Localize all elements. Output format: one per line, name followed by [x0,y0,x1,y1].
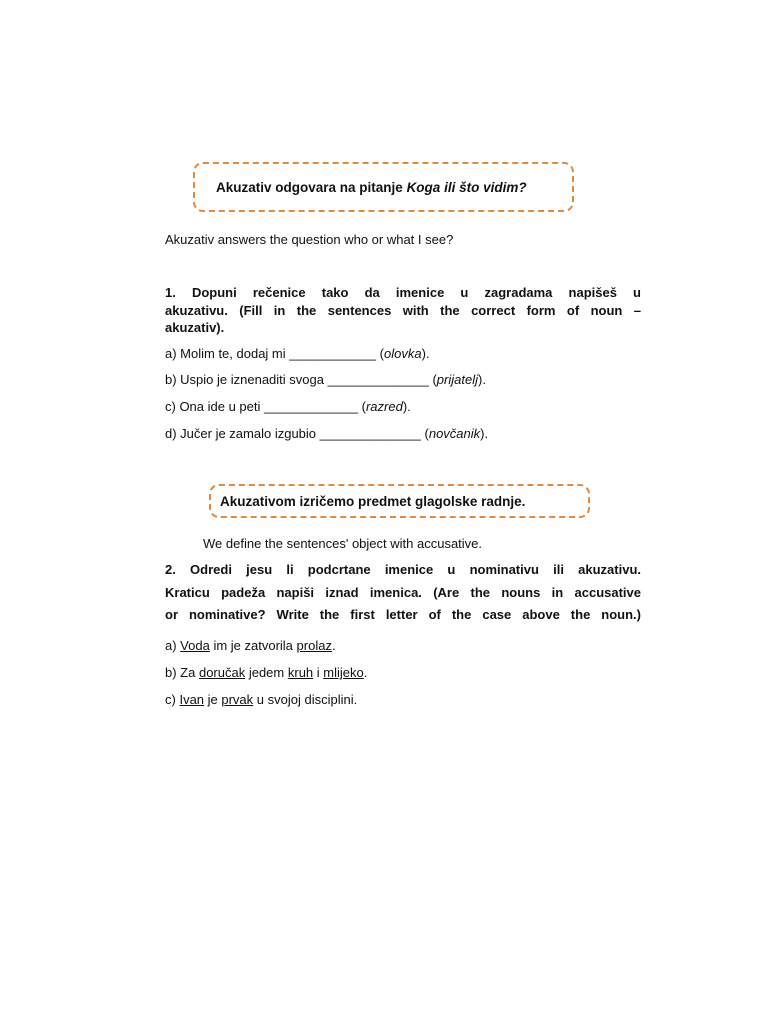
exercise2-instruction-line2: Kraticu padeža napiši iznad imenica. (Are the nouns in accusative [165,585,641,600]
e2c-noun-1: Ivan [179,692,205,707]
item-c-word: razred [365,399,403,414]
item-a-end: ). [421,346,430,361]
exercise1-item-b: b) Uspio je iznenaditi svoga ______________ (prijatelj). [165,372,486,387]
box2-text: Akuzativom izričemo predmet glagolske radnje. [220,493,526,509]
item-c-label: c) Ona ide u peti [165,399,261,414]
e2b-mid-1: jedem [245,665,288,680]
item-b-word: prijatelj [436,372,478,387]
exercise1-instruction-line3: akuzativ). [165,320,225,335]
e2c-end: u svojoj disciplini. [253,692,358,707]
exercise1-item-a: a) Molim te, dodaj mi ____________ (olovka). [165,346,430,361]
e2b-noun-2: kruh [287,665,314,680]
e2a-noun-2: prolaz [296,638,332,653]
e2a-end: . [331,638,336,653]
definition-box-1 [193,162,574,212]
exercise2-item-b [165,665,367,680]
e2c-prefix: c) [165,692,180,707]
e2b-noun-1: doručak [198,665,246,680]
exercise2-instruction-line1: 2. Odredi jesu li podcrtane imenice u nominativu ili akuzativu. [165,562,641,577]
item-a-blank[interactable]: ____________ [289,346,377,361]
definition-box-2 [209,484,590,518]
exercise1-item-d: d) Jučer je zamalo izgubio ______________ (novčanik). [165,426,489,441]
item-c-blank[interactable]: _____________ [264,399,359,414]
item-b-label: b) Uspio je iznenaditi svoga [165,372,324,387]
item-d-word: novčanik [428,426,481,441]
exercise2-item-c [165,692,357,707]
item-a-word: olovka [384,346,422,361]
e2b-end: . [363,665,368,680]
exercise2-instruction-line3: or nominative? Write the first letter of the case above the noun.) [165,607,641,622]
box1-question: Koga ili što vidim? [406,179,527,195]
e2a-prefix: a) [165,638,181,653]
e2a-mid: im je zatvorila [209,638,297,653]
intro-text: Akuzativ answers the question who or what I see? [165,232,454,247]
exercise1-instruction-line2: akuzativu. (Fill in the sentences with the correct form of noun – [165,303,641,318]
item-c-end: ). [402,399,411,414]
item-a-label: a) Molim te, dodaj mi [165,346,286,361]
item-b-blank[interactable]: ______________ [327,372,429,387]
exercise2-item-a [165,638,336,653]
e2b-noun-3: mlijeko [323,665,364,680]
item-b-end: ). [477,372,486,387]
exercise1-item-c: c) Ona ide u peti _____________ (razred). [165,399,411,414]
item-d-label: d) Jučer je zamalo izgubio [165,426,317,441]
item-d-blank[interactable]: ______________ [319,426,421,441]
e2b-prefix: b) Za [165,665,199,680]
e2c-mid: je [204,692,222,707]
e2b-mid-2: i [313,665,324,680]
e2a-noun-1: Voda [180,638,210,653]
exercise1-instruction-line1: 1. Dopuni rečenice tako da imenice u zagradama napišeš u [165,285,641,300]
define-text: We define the sentences' object with accusative. [203,536,483,551]
box1-text: Akuzativ odgovara na pitanje [216,179,403,195]
e2c-noun-2: prvak [221,692,254,707]
item-d-end: ). [480,426,489,441]
